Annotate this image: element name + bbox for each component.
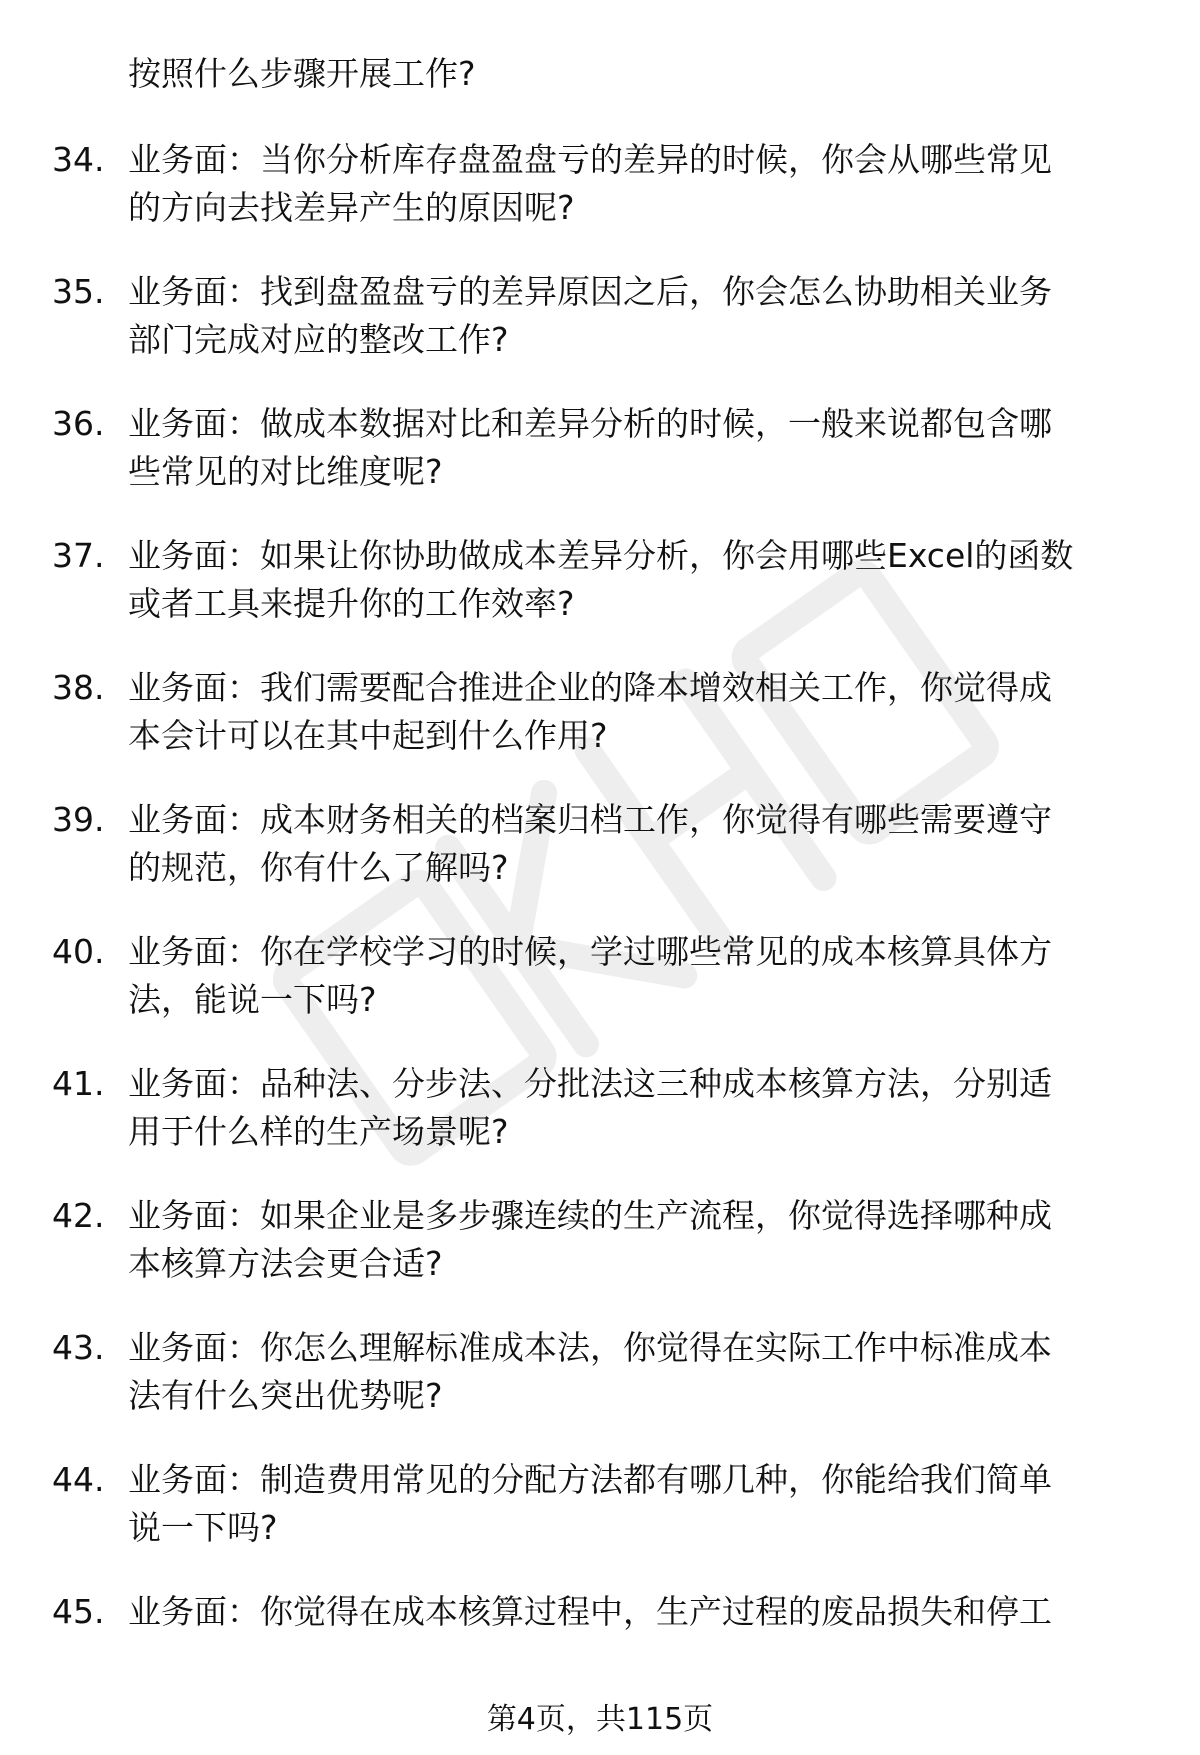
question-text-line: 业务面：当你分析库存盘盈盘亏的差异的时候，你会从哪些常见	[128, 140, 1052, 179]
question-text-line: 业务面：做成本数据对比和差异分析的时候，一般来说都包含哪	[128, 404, 1052, 443]
question-text-line: 法，能说一下吗?	[128, 980, 377, 1019]
question-text	[128, 1456, 1158, 1552]
question-number: 34.	[52, 140, 105, 179]
question-text-line: 或者工具来提升你的工作效率?	[128, 584, 575, 623]
question-number: 40.	[52, 932, 105, 971]
question-text-line: 的方向去找差异产生的原因呢?	[128, 188, 575, 227]
question-text-line: 说一下吗?	[128, 1508, 278, 1547]
question-number: 35.	[52, 272, 105, 311]
question-text	[128, 136, 1158, 232]
question-number: 41.	[52, 1064, 105, 1103]
question-text-line: 的规范，你有什么了解吗?	[128, 848, 509, 887]
question-text	[128, 664, 1158, 760]
question-text-line: 业务面：找到盘盈盘亏的差异原因之后，你会怎么协助相关业务	[128, 272, 1052, 311]
question-text-line: 业务面：我们需要配合推进企业的降本增效相关工作，你觉得成	[128, 668, 1052, 707]
question-number: 43.	[52, 1328, 105, 1367]
question-text-line: 些常见的对比维度呢?	[128, 452, 443, 491]
question-number: 36.	[52, 404, 105, 443]
question-number: 39.	[52, 800, 105, 839]
question-text-line: 法有什么突出优势呢?	[128, 1376, 443, 1415]
page-footer: 第4页，共115页	[486, 1702, 714, 1737]
question-number: 42.	[52, 1196, 105, 1235]
question-text-line: 业务面：你怎么理解标准成本法，你觉得在实际工作中标准成本	[128, 1328, 1052, 1367]
question-text	[128, 268, 1158, 364]
question-text	[128, 1588, 1158, 1636]
question-text-line: 业务面：你觉得在成本核算过程中，生产过程的废品损失和停工	[128, 1592, 1052, 1631]
question-number: 45.	[52, 1592, 105, 1631]
question-text-line: 业务面：制造费用常见的分配方法都有哪几种，你能给我们简单	[128, 1460, 1052, 1499]
question-text-line: 本核算方法会更合适?	[128, 1244, 443, 1283]
question-text	[128, 928, 1158, 1024]
question-text	[128, 1192, 1158, 1288]
question-text	[128, 400, 1158, 496]
question-text-line: 业务面：如果让你协助做成本差异分析，你会用哪些Excel的函数	[128, 536, 1074, 575]
question-text-line: 业务面：如果企业是多步骤连续的生产流程，你觉得选择哪种成	[128, 1196, 1052, 1235]
question-text	[128, 1324, 1158, 1420]
question-number: 44.	[52, 1460, 105, 1499]
question-text	[128, 532, 1158, 628]
continuation-line: 按照什么步骤开展工作?	[128, 54, 476, 93]
question-text-line: 部门完成对应的整改工作?	[128, 320, 509, 359]
question-text	[128, 1060, 1158, 1156]
question-number: 37.	[52, 536, 105, 575]
question-number: 38.	[52, 668, 105, 707]
question-text-line: 业务面：成本财务相关的档案归档工作，你觉得有哪些需要遵守	[128, 800, 1052, 839]
question-text-line: 业务面：品种法、分步法、分批法这三种成本核算方法，分别适	[128, 1064, 1052, 1103]
question-text-line: 用于什么样的生产场景呢?	[128, 1112, 509, 1151]
question-text-line: 业务面：你在学校学习的时候，学过哪些常见的成本核算具体方	[128, 932, 1052, 971]
question-text	[128, 796, 1158, 892]
question-text-line: 本会计可以在其中起到什么作用?	[128, 716, 608, 755]
